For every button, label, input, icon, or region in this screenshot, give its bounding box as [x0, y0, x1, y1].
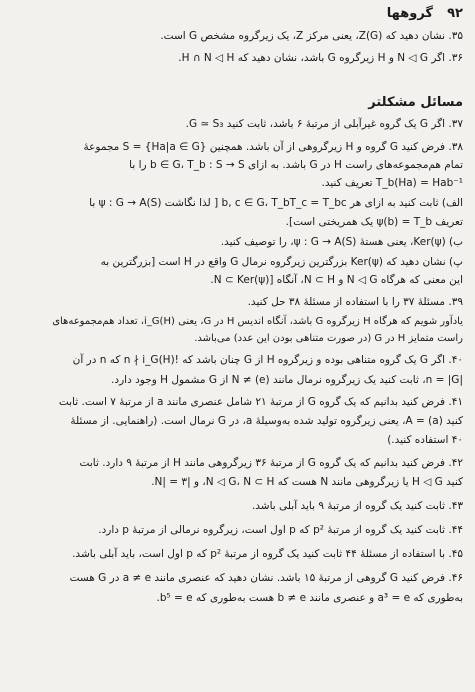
- problem-40-line-2: |n = |G، ثابت کنید یک زیرگروه نرمال مانند N ≠ (e) از G مشمول H وجود دارد.: [111, 374, 463, 386]
- section-heading: مسائل مشکلتر: [368, 95, 463, 110]
- problem-41-line-1: ۴۱. فرض کنید بدانیم که یک گروه G از مرتبهٔ ۲۱ شامل عنصری مانند a از مرتبهٔ ۷ است. ثابت: [58, 396, 463, 408]
- problem-46-line-2: به‌طوری که a³ = e و عنصری مانند b ≠ e هست به‌طوری که b⁵ = e.: [156, 592, 463, 604]
- problem-40-line-1: ۴۰. اگر G یک گروه متناهی بوده و زیرگروه H از G چنان باشد که !n ∤ i_G(H) که n در آن: [72, 354, 463, 366]
- note-line-1: یادآور شویم که هرگاه H زیرگروه G باشد، آنگاه اندیس H در G، یعنی (i_G(H، تعداد هم‌مجموعه‌های: [52, 316, 463, 327]
- problem-46-line-1: ۴۶. فرض کنید G گروهی از مرتبهٔ ۱۵ باشد. نشان دهید که عنصری مانند a ≠ e در G هست: [69, 572, 463, 584]
- problem-38a-line-2: تعریف ψ(b) = T_b یک همریختی است].: [285, 216, 463, 228]
- problem-39: ۳۹. مسئلهٔ ۳۷ را با استفاده از مسئلهٔ ۳۸ حل کنید.: [247, 296, 463, 308]
- problem-42-line-2: کنید H ◁ G یا زیرگروهی مانند N هست که N ◁ G، N ⊂ H، و |N| = ۳.: [151, 476, 463, 488]
- page-number: ۹۲: [447, 6, 463, 21]
- problem-41-line-3: ۴۰ استفاده کنید.): [387, 434, 463, 446]
- problem-37: ۳۷. اگر G یک گروه غیرآبلی از مرتبهٔ ۶ باشد، ثابت کنید G ≃ S₃.: [185, 118, 463, 130]
- problem-38-line-1: ۳۸. فرض کنید G گروه و H زیرگروهی از آن باشد. همچنین {S = {Ha|a ∈ G مجموعهٔ: [83, 141, 463, 153]
- problem-44: ۴۴. ثابت کنید یک گروه از مرتبهٔ p² که p اول است، زیرگروه نرمالی از مرتبهٔ p دارد.: [98, 524, 463, 536]
- page-header: [10, 6, 463, 24]
- problem-35: ۳۵. نشان دهید که (Z(G، یعنی مرکز Z، یک زیرگروه مشخص G است.: [160, 30, 463, 42]
- problem-38c-line-2: این معنی که هرگاه N ◁ G و N ⊂ H، آنگاه [N ⊂ Ker(ψ).: [210, 274, 463, 286]
- chapter-title: گروهها: [386, 6, 433, 21]
- problem-38-line-2: تمام هم‌مجموعه‌های راست H در G باشد. به ازای b ∈ G، T_b : S → S را با: [129, 159, 463, 171]
- problem-36: ۳۶. اگر N ◁ G و H زیرگروه G باشد، نشان دهید که H ∩ N ◁ H.: [178, 52, 463, 64]
- problem-38b: ب) Ker(ψ)، یعنی هستهٔ (ψ : G → A(S، را توصیف کنید.: [220, 236, 463, 248]
- problem-43: ۴۳. ثابت کنید یک گروه از مرتبهٔ ۹ باید آبلی باشد.: [251, 500, 463, 512]
- problem-41-line-2: کنید (A = (a، یعنی زیرگروه تولید شده به‌وسیلهٔ a، در G نرمال است. (راهنمایی. از مسئلهٔ: [70, 415, 463, 427]
- problem-38-line-3: T_b(Ha) = Hab⁻¹ تعریف کنید.: [321, 177, 463, 189]
- note-line-2: راست متمایز H در G (در صورت متناهی بودن این عدد) می‌باشد.: [194, 333, 463, 344]
- problem-45: ۴۵. با استفاده از مسئلهٔ ۴۴ ثابت کنید یک گروه از مرتبهٔ p² که p اول است، باید آبلی باشد.: [72, 548, 463, 560]
- problem-38c-line-1: پ) نشان دهید که Ker(ψ) بزرگترین زیرگروه نرمال G واقع در H است [بزرگترین به: [100, 256, 463, 268]
- problem-42-line-1: ۴۲. فرض کنید بدانیم که یک گروه G از مرتبهٔ ۳۶ زیرگروهی مانند H از مرتبهٔ ۹ دارد. ثابت: [79, 457, 463, 469]
- problem-38a-line-1: الف) ثابت کنید به ازای هر b, c ∈ G، T_bT_c = T_bc [ لذا نگاشت (ψ : G → A(S با: [89, 197, 463, 209]
